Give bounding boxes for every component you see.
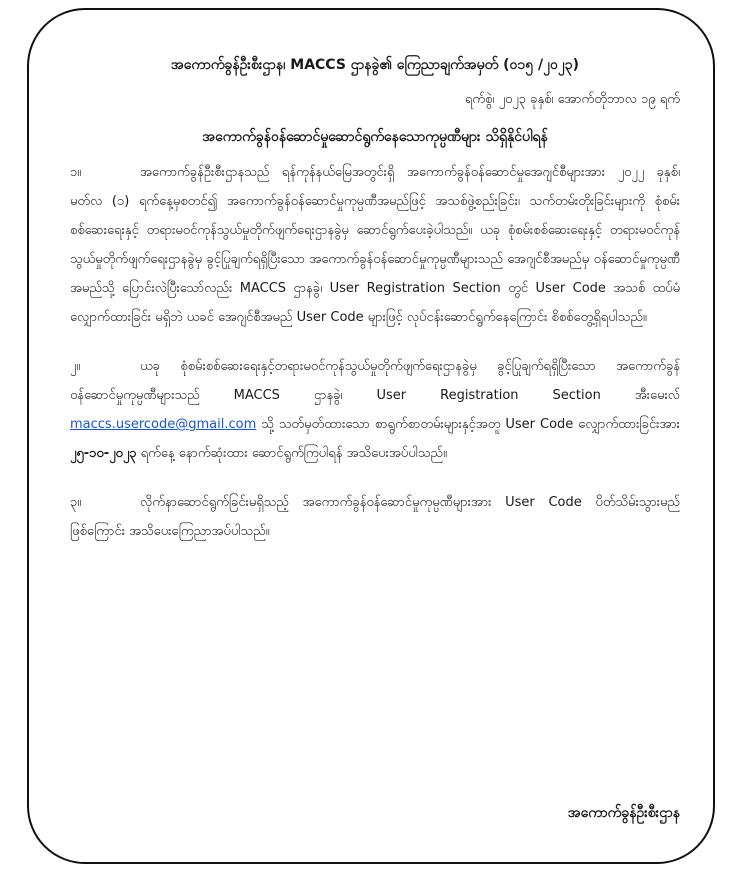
paragraph-3-text: လိုက်နာဆောင်ရွက်ခြင်းမရှိသည့် အကောက်ခွန်ဝန်ဆောင်မှုကုမ္ပဏီများအား User Code ပိတ်သိမ်းသွားမည်ဖြစ်ကြောင်း အသိပေးကြေညာအပ်ပါသည်။ xyxy=(70,495,680,539)
announcement-content xyxy=(70,52,680,821)
paragraph-1-text: အကောက်ခွန်ဦးစီးဌာနသည် ရန်ကုန်နယ်မြေအတွင်းရှိ အကောက်ခွန်ဝန်ဆောင်မှုအေဂျင်စီများအား ၂၀၂၂ ခုနှစ်၊ မတ်လ (၁) ရက်နေ့မှစတင်၍ အကောက်ခွန်ဝန်ဆောင်မှုကုမ္ပဏီအမည်ဖြင့် အသစ်ဖွဲ့စည်းခြင်း၊ သက်တမ်းတိုးခြင်းများကို စုံစမ်းစစ်ဆေးရေးနှင့် တရားမဝင်ကုန်သွယ်မှုတိုက်ဖျက်ရေးဌာနခွဲမှ ဆောင်ရွက်ပေးခဲ့ပါသည်။ ယခု စုံစမ်းစစ်ဆေးရေးနှင့် တရားမဝင်ကုန်သွယ်မှုတိုက်ဖျက်ရေးဌာနခွဲမှ ခွင့်ပြုချက်ရရှိပြီးသော အကောက်ခွန်ဝန်ဆောင်မှုကုမ္ပဏီများသည် အေဂျင်စီအမည်မှ ဝန်ဆောင်မှုကုမ္ပဏီအမည်သို့ ပြောင်းလဲပြီးသော်လည်း MACCS ဌာနခွဲ၊ User Registration Section တွင် User Code အသစ် ထပ်မံလျှောက်ထားခြင်း မရှိဘဲ ယခင် အေဂျင်စီအမည် User Code များဖြင့် လုပ်ငန်းဆောင်ရွက်နေကြောင်း စိစစ်တွေ့ရှိရပါသည်။ xyxy=(70,165,680,325)
paragraph-2-text-middle: သို့ သတ်မှတ်ထားသော စာရွက်စာတမ်းများနှင့်အတူ User Code လျှောက်ထားခြင်းအား xyxy=(256,417,680,432)
email-link[interactable]: maccs.usercode@gmail.com xyxy=(70,417,257,432)
paragraph-1-number: ၁။ xyxy=(70,165,82,180)
paragraph-1 xyxy=(70,158,680,332)
paragraph-3 xyxy=(70,488,680,546)
paragraph-2-text-before: ယခု စုံစမ်းစစ်ဆေးရေးနှင့်တရားမဝင်ကုန်သွယ်မှုတိုက်ဖျက်ရေးဌာနခွဲမှ ခွင့်ပြုချက်ရရှိပြီးသော အကောက်ခွန်ဝန်ဆောင်မှုကုမ္ပဏီများသည် MACCS ဌာနခွဲ၊ User Registration Section အီးမေးလ် xyxy=(70,359,680,403)
signature: အကောက်ခွန်ဦးစီးဌာန xyxy=(567,805,680,821)
announcement-date: ရက်စွဲ၊ ၂၀၂၃ ခုနှစ်၊ အောက်တိုဘာလ ၁၉ ရက် xyxy=(464,92,680,107)
paragraph-2 xyxy=(70,352,680,468)
deadline-date: ၂၅-၁၀-၂၀၂၃ xyxy=(70,446,137,461)
paragraph-2-text-after: ရက်နေ့ နောက်ဆုံးထား ဆောင်ရွက်ကြပါရန် အသိပေးအပ်ပါသည်။ xyxy=(136,446,447,461)
paragraph-3-number: ၃။ xyxy=(70,495,82,510)
paragraph-2-number: ၂။ xyxy=(70,359,81,374)
announcement-title: အကောက်ခွန်ဦးစီးဌာန၊ MACCS ဌာနခွဲ၏ ကြေညာချက်အမှတ် (၀၁၅ /၂၀၂၃) xyxy=(170,57,580,73)
announcement-subject: အကောက်ခွန်ဝန်ဆောင်မှုဆောင်ရွက်နေသောကုမ္ပဏီများ သိရှိနိုင်ပါရန် xyxy=(202,129,548,145)
